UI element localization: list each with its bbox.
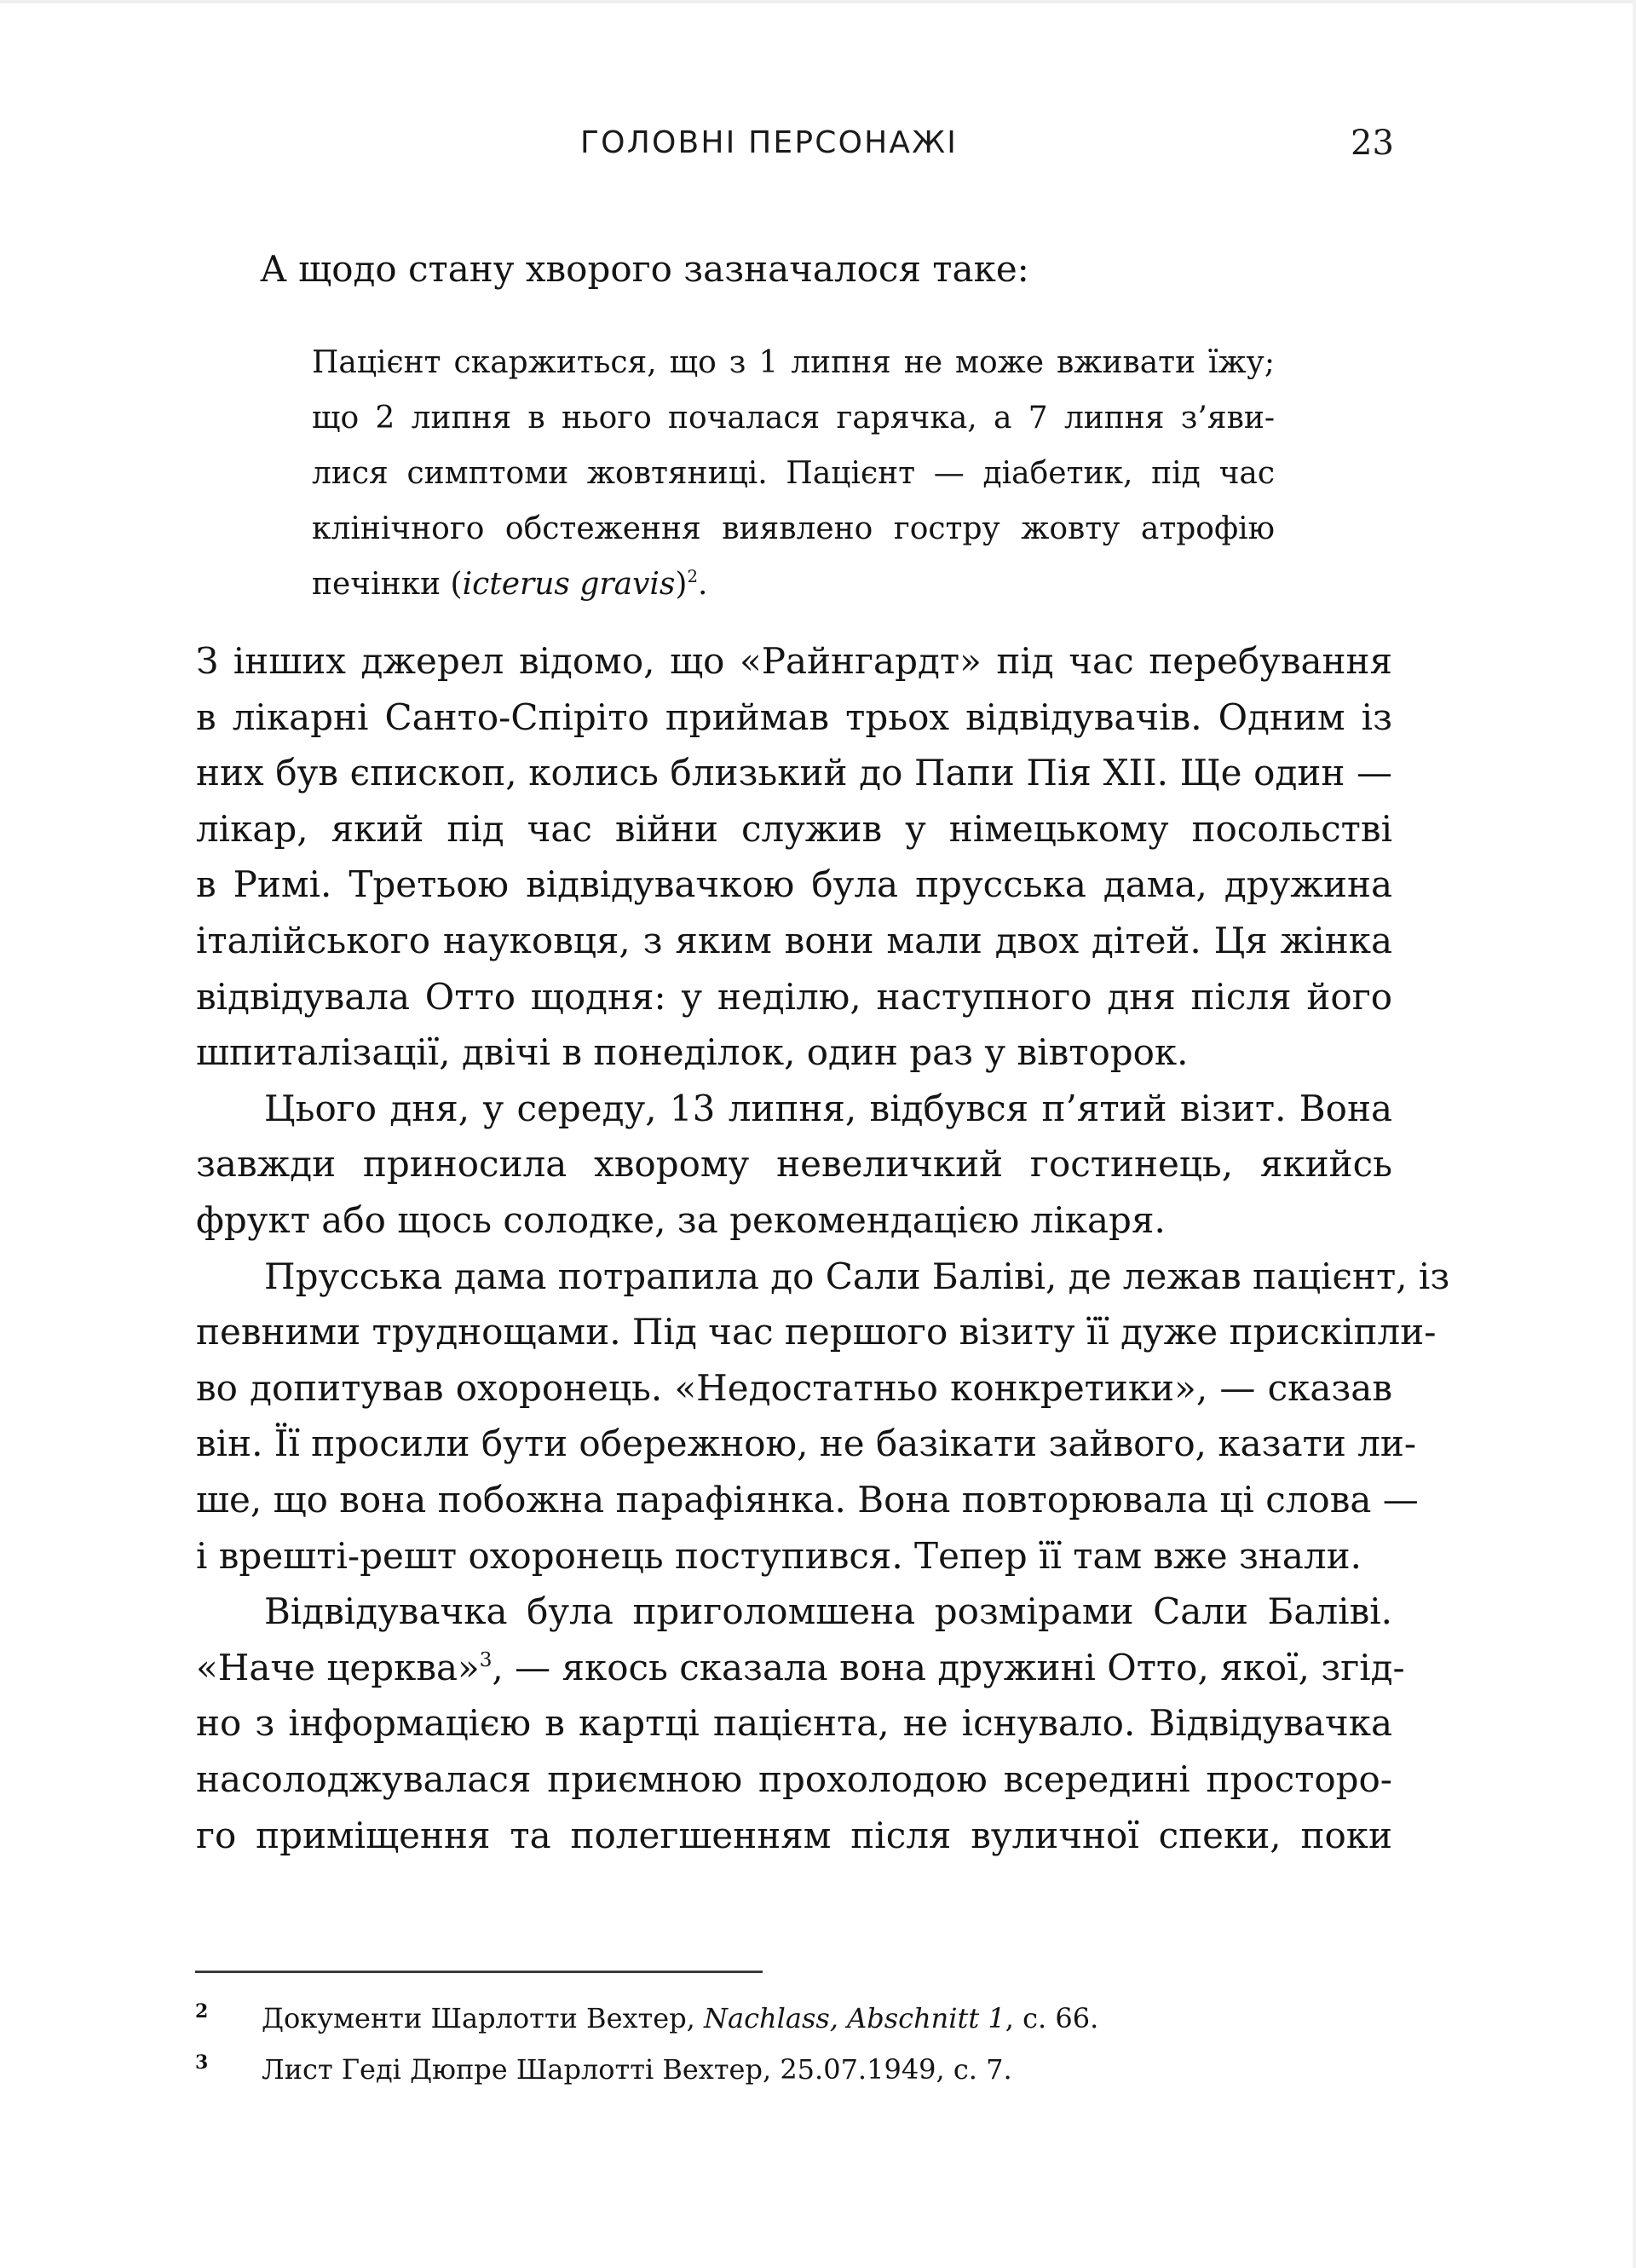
body-line: насолоджувалася приємною прохолодою всередині просторо- <box>196 1758 1392 1800</box>
body-line: Відвідувачка була приголомшена розмірами Сали Баліві. <box>264 1590 1392 1632</box>
footnote-ref-3[interactable]: 3 <box>479 1648 493 1671</box>
footnote-ref-2[interactable]: 2 <box>687 567 699 587</box>
body-line: шпиталізації, двічі в понеділок, один раз у вівторок. <box>196 1031 1189 1073</box>
footnote-text-part: , с. 66. <box>1005 2002 1099 2034</box>
footnote-3 <box>195 2049 1303 2090</box>
body-line: во допитував охоронець. «Недостатньо конкретики», — сказав <box>196 1367 1392 1409</box>
body-line: певними труднощами. Під час першого візиту її дуже прискіпли- <box>196 1311 1437 1353</box>
right-edge <box>1633 0 1636 2268</box>
latin-term: icterus gravis <box>462 567 676 602</box>
body-line: Цього дня, у середу, 13 липня, відбувся п’ятий візит. Вона <box>264 1088 1392 1129</box>
body-line: в Римі. Третьою відвідувачкою була прусська дама, дружина <box>196 863 1392 905</box>
body-line: го приміщення та полегшенням після вуличної спеки, поки <box>196 1815 1392 1856</box>
body-line: італійського науковця, з яким вони мали двох дітей. Ця жінка <box>196 920 1392 961</box>
footnote-text-part: Лист Геді Дюпре Шарлотті Вехтер, 25.07.1949, с. 7. <box>262 2053 1012 2086</box>
page-number: 23 <box>1351 124 1394 163</box>
quoted-speech: «Наче церква» <box>196 1647 480 1688</box>
quote-text: . <box>698 567 708 602</box>
body-line: і врешті-решт охоронець поступився. Тепер її там вже знали. <box>196 1535 1362 1577</box>
body-line: Прусська дама потрапила до Сали Баліві, де лежав пацієнт, із <box>264 1255 1450 1297</box>
body-line: лікар, який під час війни служив у німецькому посольстві <box>196 808 1392 850</box>
body-line: но з інформацією в картці пацієнта, не існувало. Відвідувачка <box>196 1702 1392 1744</box>
body-line: ше, що вона побожна парафіянка. Вона повторювала ці слова — <box>196 1479 1419 1521</box>
book-page <box>0 3 1633 2268</box>
footnote-2 <box>195 1998 1303 2039</box>
body-line: відвідувала Отто щодня: у неділю, наступного дня після його <box>196 976 1392 1018</box>
body-line: завжди приносила хворому невеличкий гостинець, якийсь <box>196 1143 1392 1185</box>
body-line: фрукт або щось солодке, за рекомендацією лікаря. <box>196 1199 1166 1241</box>
footnote-text <box>262 2049 1012 2090</box>
body-line: він. Її просили бути обережною, не базікати зайвого, казати ли- <box>196 1423 1417 1464</box>
intro-line: А щодо стану хворого зазначалося таке: <box>260 248 1029 290</box>
quote-line: Пацієнт скаржиться, що з 1 липня не може вживати їжу; <box>312 345 1275 380</box>
footnote-separator <box>195 1971 763 1973</box>
quote-line: що 2 липня в нього почалася гарячка, а 7 липня з’яви- <box>312 401 1275 436</box>
running-head-title: ГОЛОВНІ ПЕРСОНАЖІ <box>580 125 959 160</box>
quote-text: печінки ( <box>312 567 463 602</box>
body-line: них був єпископ, колись близький до Папи Пія XII. Ще один — <box>196 752 1392 794</box>
body-line: в лікарні Санто-Спіріто приймав трьох відвідувачів. Одним із <box>196 696 1392 738</box>
quote-line: клінічного обстеження виявлено гостру жовту атрофію <box>312 511 1275 546</box>
quote-line: лися симптоми жовтяниці. Пацієнт — діабетик, під час <box>312 456 1275 491</box>
quote-line <box>312 563 1275 607</box>
quote-text: ) <box>675 567 688 602</box>
footnote-number: 2 <box>195 2000 209 2023</box>
body-line: З інших джерел відомо, що «Райнгардт» під час перебування <box>196 640 1392 682</box>
body-text: , — якось сказала вона дружині Отто, якої, згід- <box>492 1647 1405 1688</box>
body-line <box>196 1642 1405 1694</box>
footnote-text-part: Документи Шарлотти Вехтер, <box>262 2002 705 2034</box>
footnote-italic-title: Nachlass, Abschnitt 1 <box>704 2002 1005 2034</box>
footnote-text <box>262 1998 1098 2039</box>
footnote-number: 3 <box>195 2052 209 2074</box>
